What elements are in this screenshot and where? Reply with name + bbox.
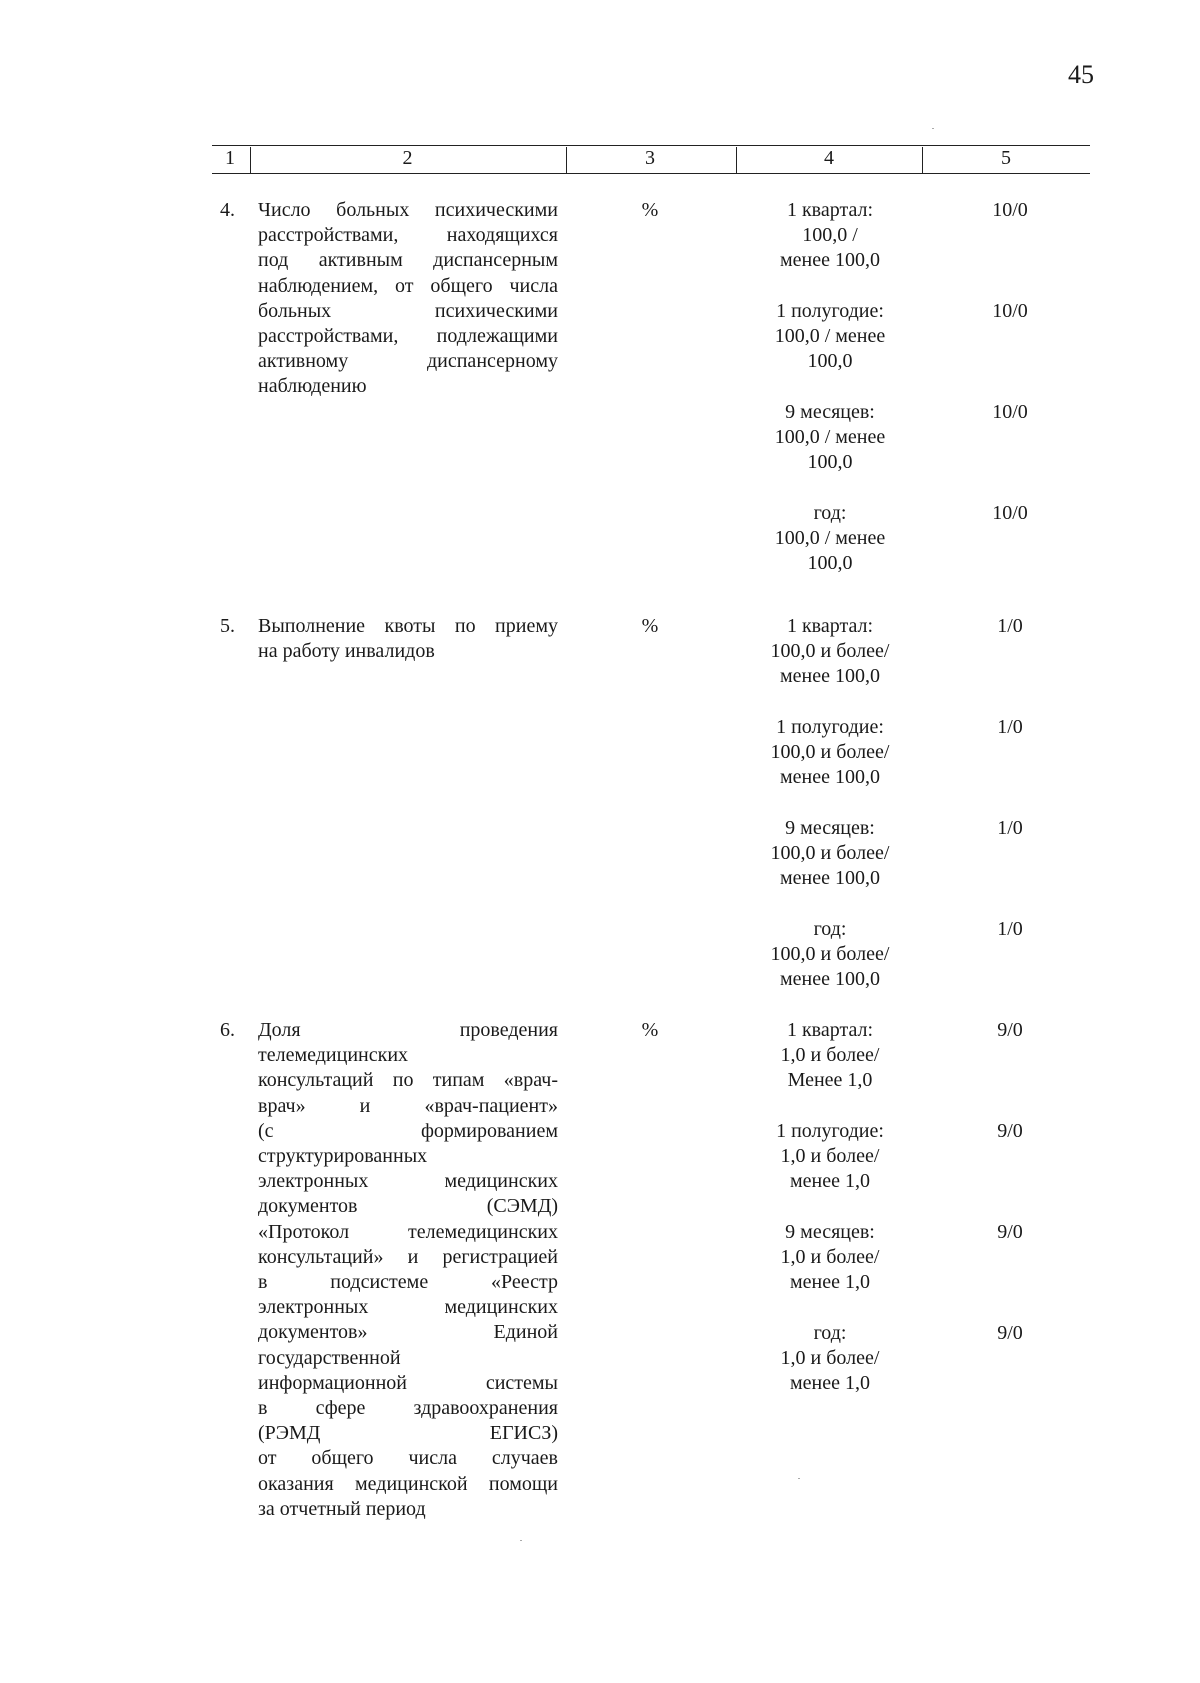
period-value-line: 100,0 bbox=[807, 552, 853, 574]
description-line: электронных медицинских bbox=[258, 1296, 558, 1319]
period-score: 10/0 bbox=[992, 401, 1028, 423]
period-score: 10/0 bbox=[992, 300, 1028, 322]
period-value-line: 1 квартал: bbox=[786, 615, 874, 637]
period-value-line: Менее 1,0 bbox=[787, 1069, 873, 1091]
period-entry bbox=[740, 816, 1023, 917]
period-score: 9/0 bbox=[997, 1322, 1023, 1344]
period-value-line: 100,0 и более/ bbox=[770, 842, 890, 864]
period-value-line: 100,0 и более/ bbox=[770, 741, 890, 763]
row-description bbox=[258, 198, 558, 400]
period-entry bbox=[740, 614, 1023, 715]
period-value-line: 100,0 / менее bbox=[774, 426, 886, 448]
period-value-line: 1,0 и более/ bbox=[780, 1347, 880, 1369]
description-line: консультаций» и регистрацией bbox=[258, 1245, 558, 1268]
period-value-line: 100,0 / менее bbox=[774, 325, 886, 347]
row-number: 6. bbox=[220, 1019, 235, 1041]
period-entry bbox=[740, 198, 1028, 299]
row-description bbox=[258, 614, 558, 664]
header-col-5: 5 bbox=[1001, 147, 1011, 169]
description-line: информационной системы bbox=[258, 1371, 558, 1394]
period-value-line: менее 100,0 bbox=[780, 249, 880, 271]
period-entry bbox=[740, 1321, 1023, 1422]
description-line: активному диспансерному bbox=[258, 350, 558, 373]
row-unit: % bbox=[641, 615, 659, 637]
period-value-line: 100,0 и более/ bbox=[770, 943, 890, 965]
description-line: в сфере здравоохранения bbox=[258, 1397, 558, 1420]
period-value-line: 1 полугодие: bbox=[776, 716, 884, 738]
description-line: электронных медицинских bbox=[258, 1170, 558, 1193]
description-line: «Протокол телемедицинских bbox=[258, 1220, 558, 1243]
period-score: 1/0 bbox=[997, 615, 1023, 637]
period-list bbox=[740, 614, 1023, 1018]
scan-speck bbox=[932, 128, 934, 129]
period-value-line: 9 месяцев: bbox=[785, 817, 875, 839]
row-number: 5. bbox=[220, 615, 235, 637]
period-value-line: 1,0 и более/ bbox=[780, 1246, 880, 1268]
period-entry bbox=[740, 299, 1028, 400]
period-value-line: 9 месяцев: bbox=[785, 1221, 875, 1243]
period-value-line: менее 100,0 bbox=[780, 665, 880, 687]
period-value-line: 1 квартал: bbox=[786, 199, 874, 221]
period-value-line: 100,0 / менее bbox=[774, 527, 886, 549]
row-number: 4. bbox=[220, 199, 235, 221]
description-line: под активным диспансерным bbox=[258, 249, 558, 272]
period-list bbox=[740, 1018, 1023, 1422]
period-value-line: 100,0 bbox=[807, 350, 853, 372]
scan-speck bbox=[520, 1540, 522, 1541]
header-col-3: 3 bbox=[645, 147, 655, 169]
header-col-2: 2 bbox=[402, 147, 413, 169]
description-line: больных психическими bbox=[258, 299, 558, 322]
description-line: телемедицинских bbox=[258, 1044, 409, 1067]
period-value-line: 1,0 и более/ bbox=[780, 1044, 880, 1066]
description-line: врач» и «врач-пациент» bbox=[258, 1094, 558, 1117]
description-line: Число больных психическими bbox=[258, 199, 558, 221]
header-col-1: 1 bbox=[225, 147, 235, 169]
description-line: расстройствами, подлежащими bbox=[258, 325, 558, 348]
description-line: документов (СЭМД) bbox=[258, 1195, 558, 1218]
period-entry bbox=[740, 501, 1028, 602]
description-line: документов» Единой bbox=[258, 1321, 558, 1344]
period-score: 10/0 bbox=[992, 199, 1028, 221]
header-bottom-rule bbox=[212, 173, 1090, 174]
description-line: за отчетный период bbox=[258, 1497, 426, 1520]
row-description bbox=[258, 1018, 558, 1522]
period-value-line: 100,0 / bbox=[802, 224, 858, 246]
description-line: (с формированием bbox=[258, 1119, 558, 1142]
period-entry bbox=[740, 1119, 1023, 1220]
period-score: 1/0 bbox=[997, 918, 1023, 940]
period-value-line: менее 1,0 bbox=[790, 1372, 870, 1394]
period-entry bbox=[740, 1220, 1023, 1321]
period-value-line: год: bbox=[813, 918, 847, 940]
period-value-line: год: bbox=[813, 502, 847, 524]
period-score: 9/0 bbox=[997, 1120, 1023, 1142]
header-divider bbox=[922, 147, 923, 174]
period-value-line: 100,0 и более/ bbox=[770, 640, 890, 662]
description-line: расстройствами, находящихся bbox=[258, 224, 558, 247]
scan-speck bbox=[798, 1478, 800, 1479]
description-line: Выполнение квоты по приему bbox=[258, 615, 558, 637]
period-entry bbox=[740, 400, 1028, 501]
period-score: 1/0 bbox=[997, 817, 1023, 839]
period-score: 1/0 bbox=[997, 716, 1023, 738]
period-value-line: менее 1,0 bbox=[790, 1170, 870, 1192]
header-divider bbox=[736, 147, 737, 174]
period-entry bbox=[740, 917, 1023, 1018]
description-line: (РЭМД ЕГИСЗ) bbox=[258, 1422, 558, 1445]
description-line: на работу инвалидов bbox=[258, 640, 435, 663]
period-entry bbox=[740, 715, 1023, 816]
page-number: 45 bbox=[1068, 60, 1094, 89]
period-value-line: 1 полугодие: bbox=[776, 300, 884, 322]
header-top-rule bbox=[212, 145, 1090, 146]
period-value-line: 9 месяцев: bbox=[785, 401, 875, 423]
period-score: 10/0 bbox=[992, 502, 1028, 524]
row-unit: % bbox=[641, 1019, 659, 1041]
period-value-line: 100,0 bbox=[807, 451, 853, 473]
row-unit: % bbox=[641, 199, 659, 221]
description-line: консультаций по типам «врач- bbox=[258, 1069, 558, 1092]
period-value-line: менее 100,0 bbox=[780, 968, 880, 990]
header-divider bbox=[250, 147, 251, 174]
period-value-line: 1 полугодие: bbox=[776, 1120, 884, 1142]
period-entry bbox=[740, 1018, 1023, 1119]
description-line: государственной bbox=[258, 1346, 401, 1369]
period-value-line: менее 1,0 bbox=[790, 1271, 870, 1293]
period-value-line: менее 100,0 bbox=[780, 766, 880, 788]
period-value-line: 1,0 и более/ bbox=[780, 1145, 880, 1167]
period-value-line: 1 квартал: bbox=[786, 1019, 874, 1041]
header-divider bbox=[566, 147, 567, 174]
description-line: оказания медицинской помощи bbox=[258, 1472, 558, 1495]
period-value-line: менее 100,0 bbox=[780, 867, 880, 889]
period-score: 9/0 bbox=[997, 1221, 1023, 1243]
description-line: от общего числа случаев bbox=[258, 1447, 558, 1470]
description-line: наблюдению bbox=[258, 375, 367, 398]
description-line: наблюдением, от общего числа bbox=[258, 274, 558, 297]
description-line: в подсистеме «Реестр bbox=[258, 1271, 558, 1294]
header-col-4: 4 bbox=[824, 147, 834, 169]
description-line: структурированных bbox=[258, 1145, 428, 1168]
description-line: Доля проведения bbox=[258, 1019, 558, 1041]
period-score: 9/0 bbox=[997, 1019, 1023, 1041]
period-list bbox=[740, 198, 1028, 602]
period-value-line: год: bbox=[813, 1322, 847, 1344]
